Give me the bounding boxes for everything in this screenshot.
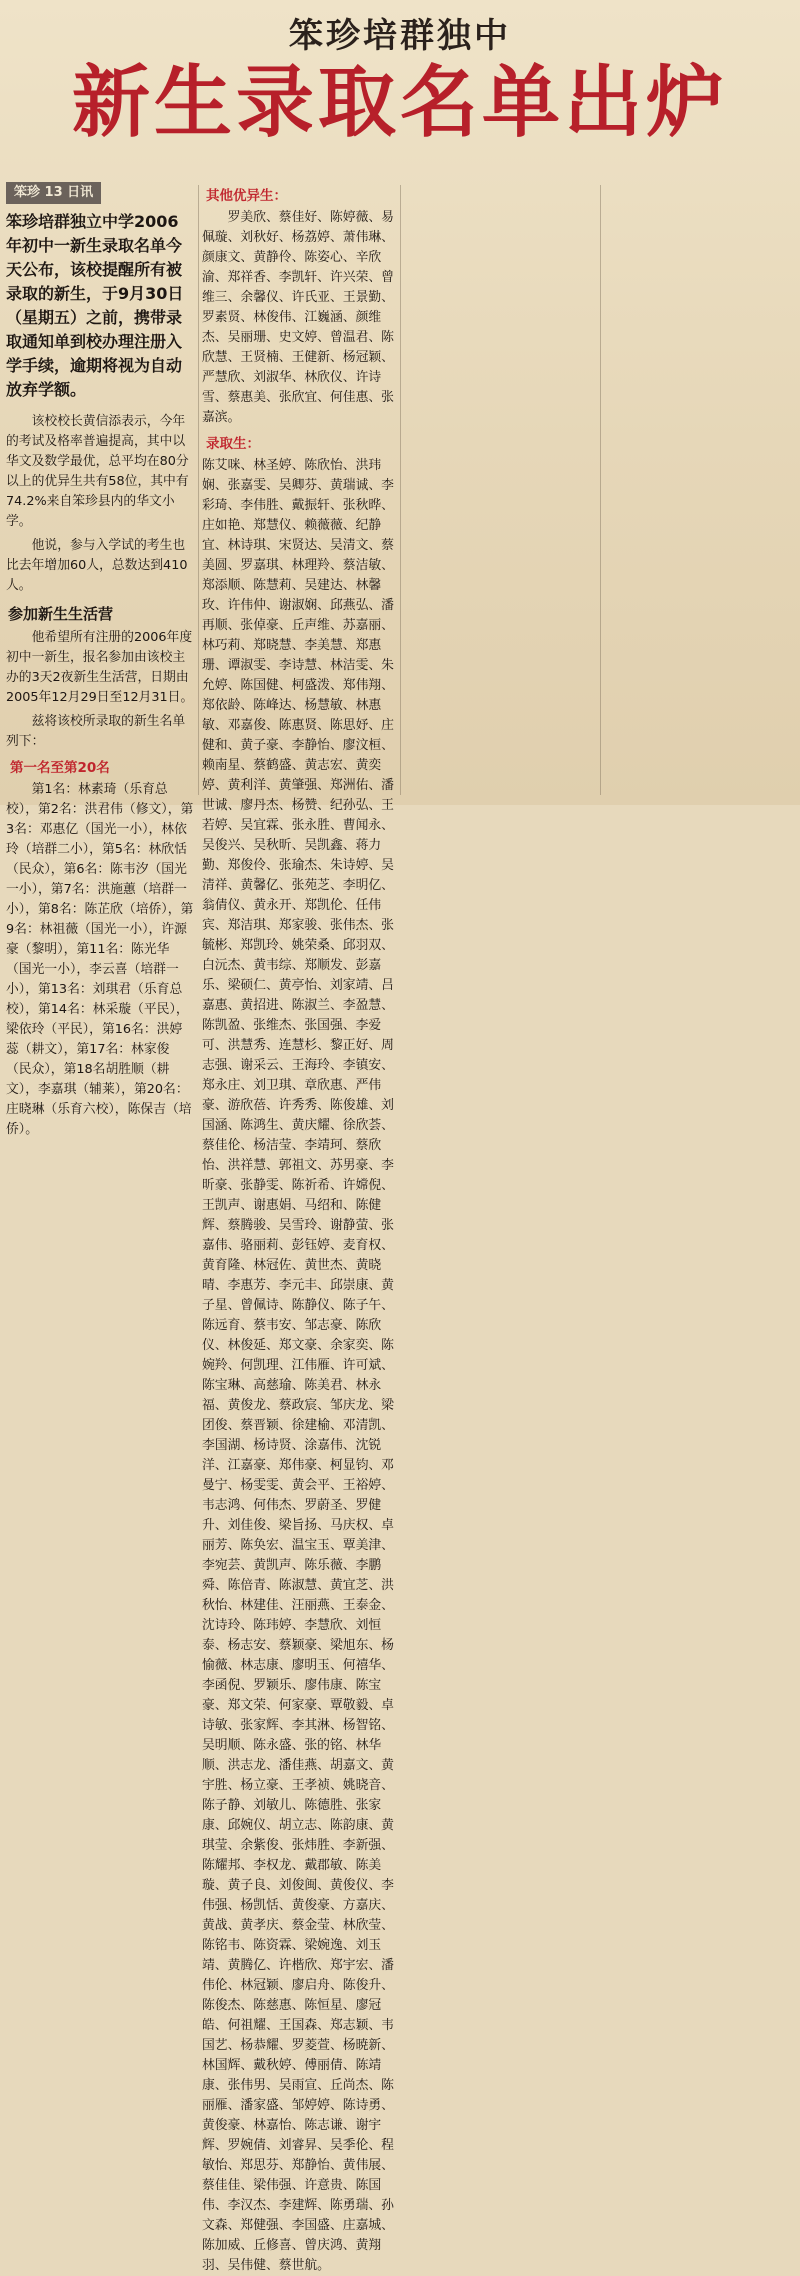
column-rule: [198, 185, 199, 795]
article-column-2: [202, 180, 397, 2273]
top20-list: 第1名：林素琦（乐育总校），第2名：洪君伟（修文），第3名：邓惠亿（国光一小），林依玲（培群二小），第5名：林欣恬（民众），第6名：陈韦汐（国光一小），第7名：洪施蕙（培群一小），第8名：陈芷欣（培侨），第9名：林祖薇（国光一小），许源豪（黎明），第11名：陈光华（国光一小），李云喜（培群一小），第13名：刘琪君（乐育总校），第14名：林采璇（平民），梁依玲（平民），第16名：洪婷蕊（耕文），第17名：林家俊（民众），第18名胡胜顺（耕文），李嘉琪（辅莱），第20名：庄晓琳（乐育六校），陈保吉（培侨）。: [6, 782, 194, 1137]
others-list: 罗美欣、蔡佳好、陈婷薇、易佩璇、刘秋好、杨荔婷、萧伟琳、颜康文、黄静伶、陈姿心、辛欣渝、郑祥香、李凯轩、许兴荣、曾维三、余馨仪、许氏亚、王景勤、罗素贤、林俊伟、江巍涵、颜维杰、吴丽珊、史文婷、曾温君、陈欣慧、王贤楠、王健新、杨冠颖、严慧欣、刘淑华、林欣仪、许诗雪、蔡惠美、张欣宜、何佳惠、张嘉滨。: [202, 210, 394, 425]
column-rule: [400, 185, 401, 795]
admitted-list: 陈艾咪、林圣婷、陈欣怡、洪玮娴、张嘉雯、吴卿芬、黄瑞诚、李彩琦、李伟胜、戴振轩、张秋晔、庄如艳、郑慧仪、赖薇薇、纪静宜、林诗琪、宋贤达、吴清文、蔡美圆、罗嘉琪、林理羚、蔡洁敏、郑添顺、陈慧莉、吴建达、林馨玫、许伟仲、谢淑娴、邱燕弘、潘再顺、张倬豪、丘声维、苏嘉丽、林巧莉、郑晓慧、李美慧、郑惠珊、谭淑雯、李诗慧、林洁雯、朱允婷、陈国健、柯盛泼、郑伟翔、郑依龄、陈峰达、杨慧敏、林惠敏、邓嘉俊、陈惠贤、陈思妤、庄健和、黄子豪、李静怡、廖汶桓、赖南星、蔡鹤盛、黄志宏、黄奕婷、黄利洋、黄肇强、郑洲佑、潘世诚、廖丹杰、杨赞、纪孙弘、王若婷、吴宜霖、张永胜、曹闻永、吴俊兴、吴秋昕、吴凯鑫、蒋力勤、郑俊伶、张瑜杰、朱诗婷、吴清祥、黄馨亿、张苑芝、李明亿、翁倩仪、黄永开、郑凯伦、任伟宾、郑洁琪、郑家骏、张伟杰、张毓彬、郑凯玲、姚荣桑、邱羽双、白沅杰、黄韦综、郑顺发、彭嘉乐、梁硕仁、黄亭怡、刘家靖、吕嘉惠、黄招进、陈淑兰、李盈慧、陈凯盈、张维杰、张国强、李爱可、洪慧秀、连慧杉、黎正好、周志强、谢采云、王海玲、李镇安、郑永庄、刘卫琪、章欣惠、严伟豪、游欣蓓、许秀秀、陈俊雄、刘国涵、陈鸿生、黄庆耀、徐欣荟、蔡佳伦、杨洁莹、李靖珂、蔡欣怡、洪祥慧、郭祖文、苏男豪、李昕豪、张静雯、陈祈希、许嫦倪、王凯声、谢惠娟、马绍和、陈健辉、蔡腾骏、吴雪玲、谢静萤、张嘉伟、骆丽莉、彭钰婷、麦育权、黄育隆、林冠佐、黄世杰、黄晓晴、李惠芳、李元丰、邱崇康、黄子星、曾佩诗、陈静仪、陈子午、陈远育、蔡韦安、邹志豪、陈欣仪、林俊延、郑文豪、余家奕、陈婉羚、何凯理、江伟雁、许可斌、陈宝琳、高慈瑜、陈美君、林永福、黄俊龙、蔡政宸、邹庆龙、梁团俊、蔡晋颖、徐建榆、邓清凯、李国湖、杨诗贤、涂嘉伟、沈锐洋、江嘉豪、郑伟豪、柯显钧、邓曼宁、杨雯雯、黄会平、王裕婷、韦志鸿、何伟杰、罗蔚圣、罗健升、刘佳俊、梁旨扬、马庆权、卓丽芳、陈奂宏、温宝玉、覃美津、李宛芸、黄凯声、陈乐薇、李鹏舜、陈倍青、陈淑慧、黄宜芝、洪秋怡、林建佳、汪丽燕、王泰金、沈诗玲、陈玮婷、李慧欣、刘恒泰、杨志安、蔡颖豪、梁旭东、杨愉薇、林志康、廖明玉、何禧华、李函倪、罗颖乐、廖伟康、陈宝豪、郑文荣、何家豪、覃敬毅、卓诗敏、张家辉、李其淋、杨智铭、吴明顺、陈永盛、张的铭、林华顺、洪志龙、潘佳燕、胡嘉文、黄宇胜、杨立豪、王孝祯、姚晓音、陈子静、刘敏儿、陈德胜、张家康、邱婉仪、胡立志、陈韵康、黄琪莹、余紫俊、张炜胜、李新强、陈耀邦、李权龙、戴郡敏、陈美璇、黄子良、刘俊闽、黄俊仪、李伟强、杨凯恬、黄俊豪、方嘉庆、黄战、黄孝庆、蔡金莹、林欣莹、陈铭韦、陈资霖、梁婉逸、刘玉靖、黄腾亿、许楷欣、郑宇宏、潘伟伦、林冠颖、廖启舟、陈俊升、陈俊杰、陈慈惠、陈恒星、廖冠皓、何祖耀、王国森、郑志颖、韦国艺、杨恭耀、罗菱萱、杨暁新、林国辉、戴秋婷、傅丽倩、陈靖康、张伟男、吴雨宣、丘尚杰、陈丽雁、潘家盛、邹婷婷、陈诗勇、黄俊豪、林嘉怡、陈志谦、谢宇辉、罗婉倩、刘睿昇、吴季伦、程敏怡、郑思芬、郑静怡、黄伟展、蔡佳佳、梁伟强、许意贵、陈国伟、李汉杰、李建辉、陈勇瑞、孙文森、郑健强、李国盛、庄嘉城、陈加威、丘修喜、曾庆鸿、黄翔羽、吴伟健、蔡世航。: [202, 458, 394, 2273]
section-heading-camp: 参加新生生活营: [8, 605, 114, 623]
article-column-4: [604, 180, 794, 800]
headline-kicker: 笨珍培群独中: [289, 16, 511, 56]
article-column-3: [403, 180, 596, 800]
article-paragraph: 兹将该校所录取的新生名单列下：: [6, 714, 186, 749]
column-rule: [600, 185, 601, 795]
dateline-badge: 笨珍 13 日讯: [6, 182, 101, 204]
article-paragraph: 该校校长黄信添表示，今年的考试及格率普遍提高，其中以华文及数学最优，总平均在80分以上的优异生共有58位，其中有74.2%来自笨珍县内的华文小学。: [6, 414, 189, 529]
article-paragraph: 他说，参与入学试的考生也比去年增加60人，总数达到410人。: [6, 538, 188, 593]
article-lead: 笨珍培群独立中学2006年初中一新生录取名单今天公布，该校提醒所有被录取的新生，于9月30日（星期五）之前，携带录取通知单到校办理注册入学手续，逾期将视为自动放弃学额。: [6, 212, 184, 399]
headline-title: 新生录取名单出炉: [71, 58, 728, 148]
section-heading-top20: 第一名至第20名: [10, 760, 110, 776]
section-heading-admitted: 录取生：: [206, 436, 260, 452]
article-paragraph: 他希望所有注册的2006年度初中一新生，报名参加由该校主办的3天2夜新生生活营，日期由2005年12月29日至12月31日。: [6, 630, 194, 705]
section-heading-others: 其他优异生：: [206, 188, 287, 204]
article-column-1: [6, 180, 194, 1137]
